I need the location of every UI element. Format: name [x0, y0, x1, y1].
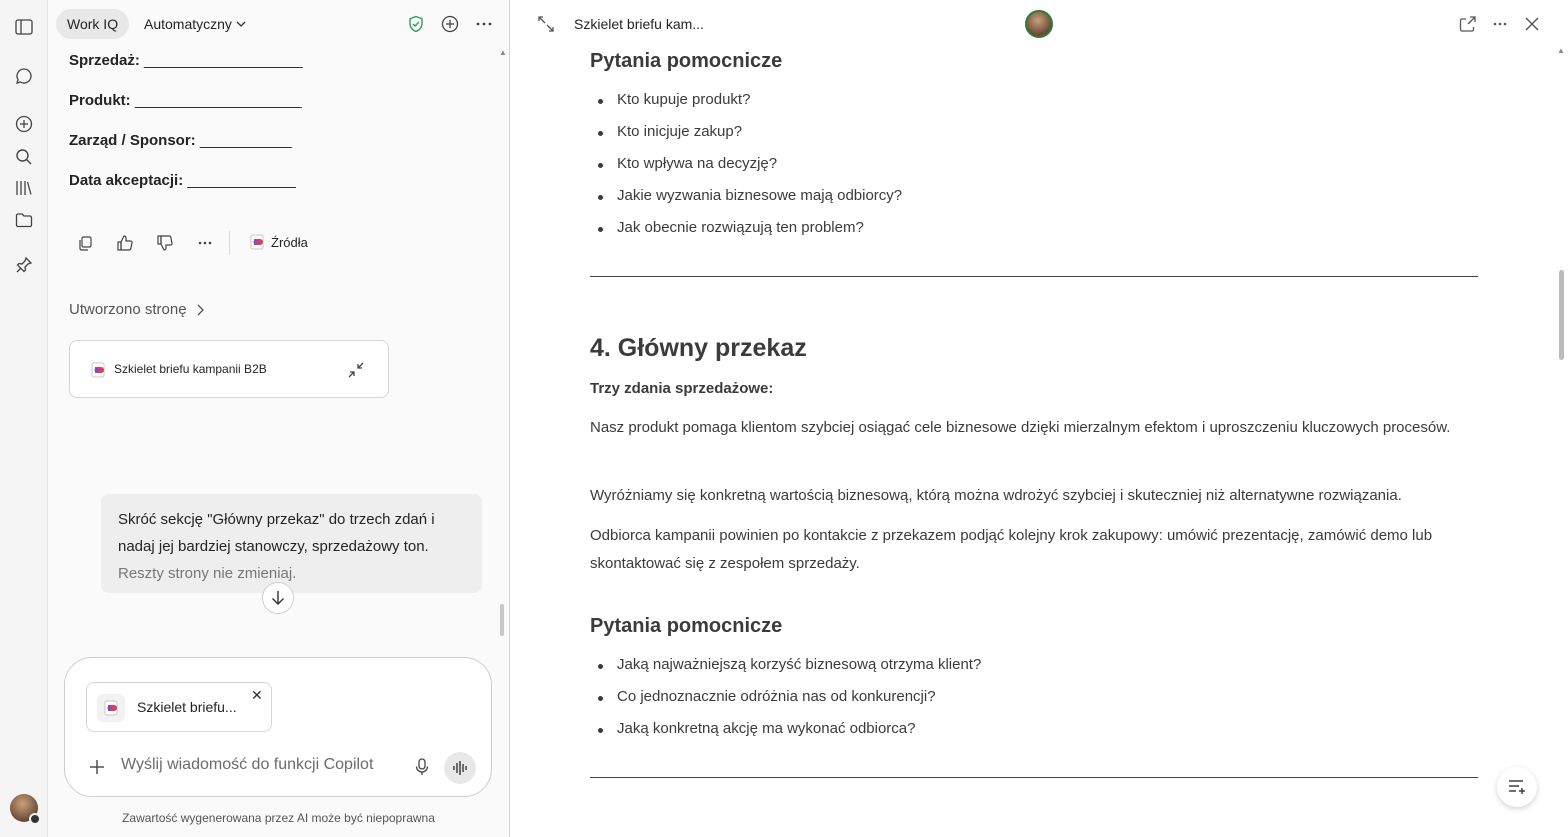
list-item	[598, 91, 750, 108]
add-attachment-icon[interactable]	[87, 757, 107, 777]
signature-label: Data akceptacji:	[69, 172, 184, 189]
attachment-chip[interactable]	[86, 682, 272, 732]
list-item	[598, 155, 777, 172]
mode-label: Automatyczny	[144, 16, 232, 32]
section-heading: 4. Główny przekaz	[590, 334, 807, 362]
thumbs-up-icon[interactable]	[115, 233, 135, 253]
user-message-line: Skróć sekcję "Główny przekaz" do trzech zdań i	[118, 511, 435, 528]
list-item	[598, 688, 936, 705]
signature-line-board	[69, 132, 292, 149]
microphone-icon[interactable]	[412, 757, 432, 777]
document-header	[510, 0, 1568, 48]
message-composer	[64, 657, 492, 797]
chevron-right-icon	[197, 304, 204, 316]
horizontal-rule	[590, 777, 1478, 778]
scroll-up-arrow-icon[interactable]: ▲	[499, 48, 507, 57]
list-item	[598, 219, 864, 236]
created-page-card[interactable]	[69, 340, 389, 398]
sources-label: Źródła	[271, 234, 308, 250]
signature-label: Produkt:	[69, 92, 131, 109]
signature-blank: ___________________	[144, 52, 303, 69]
list-item	[598, 187, 902, 204]
close-icon[interactable]	[1522, 14, 1542, 34]
created-page-label: Utworzono stronę	[69, 301, 187, 318]
status-badge	[29, 813, 41, 825]
page-actions-button[interactable]	[1497, 767, 1537, 807]
signature-blank: _____________	[187, 172, 296, 189]
list-item-text: Kto wpływa na decyzję?	[617, 155, 778, 172]
more-options-icon[interactable]	[474, 14, 494, 34]
add-icon[interactable]	[440, 14, 460, 34]
voice-mode-button[interactable]	[444, 752, 476, 784]
copy-icon[interactable]	[75, 233, 95, 253]
attachment-label: Szkielet briefu...	[137, 699, 237, 715]
divider	[229, 231, 230, 255]
chevron-down-icon	[236, 21, 246, 27]
mode-dropdown[interactable]	[144, 9, 246, 39]
pin-icon[interactable]	[14, 255, 34, 275]
library-icon[interactable]	[14, 178, 34, 198]
created-page-link[interactable]	[69, 301, 204, 318]
thumbs-down-icon[interactable]	[155, 233, 175, 253]
paragraph: Wyróżniamy się konkretną wartością biznesową, którą można wdrożyć szybciej i skuteczniej niż alternatywne rozwiązania.	[590, 487, 1402, 504]
signature-line-sales	[69, 52, 303, 69]
document-scrollbar[interactable]	[1559, 270, 1564, 360]
horizontal-rule	[590, 276, 1478, 277]
shield-check-icon[interactable]	[406, 14, 426, 34]
section-label: Trzy zdania sprzedażowe:	[590, 380, 774, 397]
remove-attachment-icon[interactable]: ✕	[251, 687, 263, 703]
user-message-line: Reszty strony nie zmieniaj.	[118, 565, 297, 582]
signature-blank: ____________________	[134, 92, 302, 109]
chat-header	[48, 0, 509, 48]
chat-icon[interactable]	[14, 66, 34, 86]
paragraph: Nasz produkt pomaga klientom szybciej osiągać cele biznesowe dzięki mierzalnym efektom i uproszczeniu kluczowych procesów.	[590, 419, 1451, 436]
collaborator-avatar[interactable]	[1025, 10, 1053, 38]
share-icon[interactable]	[1458, 14, 1478, 34]
chat-scrollbar[interactable]	[500, 604, 504, 636]
attachment-icon-box	[97, 694, 125, 722]
avatar[interactable]	[10, 794, 38, 822]
list-item-text: Kto inicjuje zakup?	[617, 123, 743, 140]
list-item-text: Jak obecnie rozwiązują ten problem?	[617, 219, 864, 236]
signature-line-product	[69, 92, 302, 109]
more-options-icon[interactable]	[195, 233, 215, 253]
message-input[interactable]	[121, 756, 401, 774]
message-actions	[75, 231, 335, 255]
signature-line-date	[69, 172, 296, 189]
scroll-to-bottom-button[interactable]	[262, 582, 294, 614]
chat-pane	[48, 0, 509, 837]
expand-icon[interactable]	[536, 14, 556, 34]
collapse-icon[interactable]	[348, 362, 364, 378]
signature-blank: ___________	[199, 132, 292, 149]
list-item	[598, 656, 981, 673]
user-message-bubble	[101, 494, 482, 593]
signature-label: Zarząd / Sponsor:	[69, 132, 196, 149]
list-item-text: Jakie wyzwania biznesowe mają odbiorcy?	[617, 187, 903, 204]
document-title: Szkielet briefu kam...	[574, 16, 704, 32]
list-item-text: Jaką najważniejszą korzyść biznesową otrzyma klient?	[617, 656, 982, 673]
waveform-icon	[452, 760, 468, 776]
list-item-text: Jaką konkretną akcję ma wykonać odbiorca?	[617, 720, 916, 737]
section-heading: Pytania pomocnicze	[590, 50, 783, 72]
search-icon[interactable]	[14, 147, 34, 167]
loop-page-icon	[250, 234, 264, 250]
signature-label: Sprzedaż:	[69, 52, 140, 69]
list-item	[598, 720, 916, 737]
list-item	[598, 123, 742, 140]
loop-page-icon	[91, 362, 105, 378]
sidebar-toggle-icon[interactable]	[14, 17, 34, 37]
list-item-text: Co jednoznacznie odróżnia nas od konkurencji?	[617, 688, 936, 705]
list-item-text: Kto kupuje produkt?	[617, 91, 751, 108]
section-heading: Pytania pomocnicze	[590, 615, 783, 637]
more-options-icon[interactable]	[1490, 14, 1510, 34]
folder-icon[interactable]	[14, 210, 34, 230]
work-iq-button[interactable]: Work IQ	[56, 9, 129, 39]
document-pane	[510, 0, 1568, 837]
arrow-down-icon	[271, 590, 285, 606]
page-card-label: Szkielet briefu kampanii B2B	[114, 362, 267, 376]
paragraph: Odbiorca kampanii powinien po kontakcie z przekazem podjąć kolejny krok zakupowy: umówić prezentację, zamówić demo lub skontaktować się z zespołem sprzedaży.	[590, 527, 1433, 572]
left-rail	[0, 0, 48, 837]
sources-button[interactable]	[250, 234, 308, 250]
user-message-line: nadaj jej bardziej stanowczy, sprzedażowy ton.	[118, 538, 429, 555]
loop-page-icon	[104, 700, 118, 716]
scroll-up-arrow-icon[interactable]: ▲	[1557, 46, 1565, 55]
new-chat-icon[interactable]	[14, 114, 34, 134]
list-add-icon	[1508, 779, 1526, 795]
ai-disclaimer: Zawartość wygenerowana przez AI może być niepoprawna	[122, 811, 435, 825]
